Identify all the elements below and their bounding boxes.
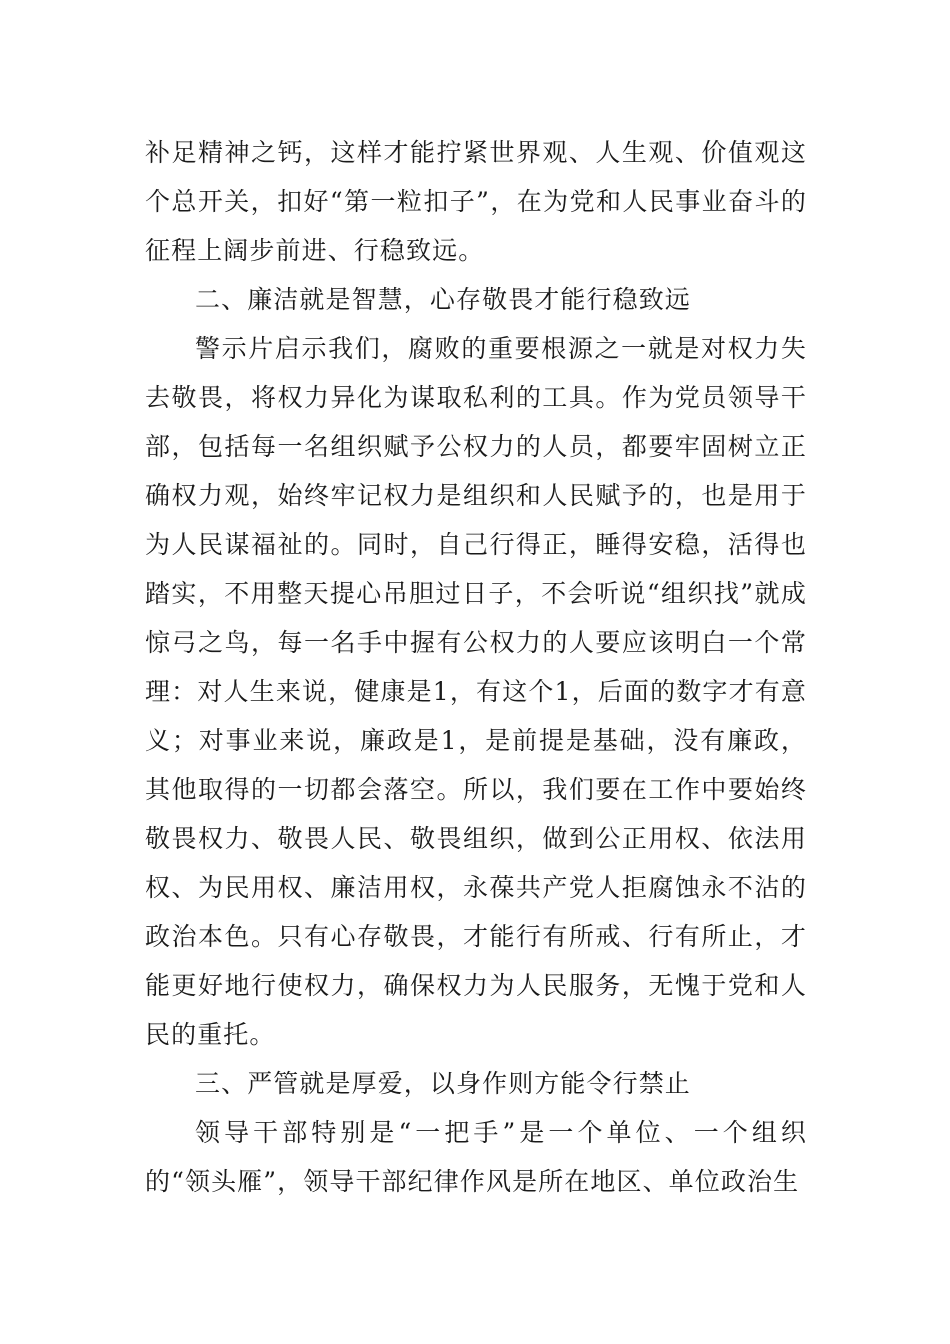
- section-heading-three: 三、严管就是厚爱，以身作则方能令行禁止: [195, 1069, 691, 1098]
- paragraph-continuation: 补足精神之钙，这样才能拧紧世界观、人生观、价值观这个总开关，扣好“第一粒扣子”，在为党和人民事业奋斗的征程上阔步前进、行稳致远。: [145, 138, 807, 265]
- document-page: [145, 128, 807, 1206]
- paragraph-body: 领导干部特别是“一把手”是一个单位、一个组织的“领头雁”，领导干部纪律作风是所在地区、单位政治生: [145, 1118, 807, 1196]
- paragraph-body: 警示片启示我们，腐败的重要根源之一就是对权力失去敬畏，将权力异化为谋取私利的工具。作为党员领导干部，包括每一名组织赋予公权力的人员，都要牢固树立正确权力观，始终牢记权力是组织和人民赋予的，也是用于为人民谋福祉的。同时，自己行得正，睡得安稳，活得也踏实，不用整天提心吊胆过日子，不会听说“组织找”就成惊弓之鸟，每一名手中握有公权力的人要应该明白一个常理：对人生来说，健康是1，有这个1，后面的数字才有意义；对事业来说，廉政是1，是前提是基础，没有廉政，其他取得的一切都会落空。所以，我们要在工作中要始终敬畏权力、敬畏人民、敬畏组织，做到公正用权、依法用权、为民用权、廉洁用权，永葆共产党人拒腐蚀永不沾的政治本色。只有心存敬畏，才能行有所戒、行有所止，才能更好地行使权力，确保权力为人民服务，无愧于党和人民的重托。: [145, 334, 807, 1049]
- section-heading-two: 二、廉洁就是智慧，心存敬畏才能行稳致远: [195, 285, 691, 314]
